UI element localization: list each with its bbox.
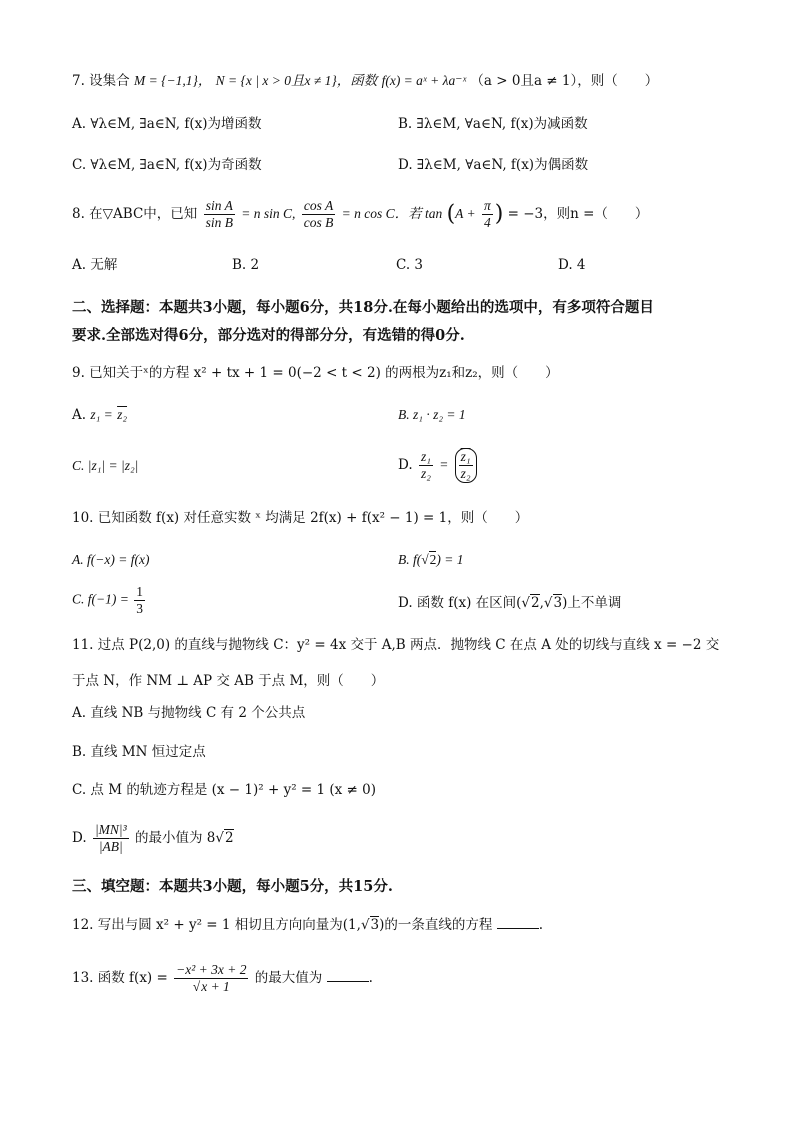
q11-stem-line2: 于点 N，作 NM ⊥ AP 交 AB 于点 M，则（ ）	[72, 673, 385, 689]
section-3-heading: 三、填空题：本题共3小题，每小题5分，共15分.	[72, 878, 393, 895]
q9-stem: 9. 已知关于ˣ的方程 x² + tx + 1 = 0(−2 < t < 2) 的两根为z₁和z₂，则（ ）	[72, 365, 559, 381]
q13-answer-blank[interactable]	[327, 967, 369, 982]
q7-option-b: B. ∃λ∈M, ∀a∈N, f(x)为减函数	[398, 116, 588, 132]
q11-option-d: D. $\frac{\text{|MN|³}}{|AB|}$ 的最小值为 8√2	[72, 822, 234, 854]
q10-option-c: C. f(−1) = $\frac{1}{3}$	[72, 584, 143, 616]
q8-option-d: D. 4	[558, 257, 586, 273]
q10-stem: 10. 已知函数 f(x) 对任意实数 ˣ 均满足 2f(x) + f(x² − 1) = 1，则（ ）	[72, 510, 529, 526]
q7-stem: 7. 设集合 M = {−1,1}， N = {x | x > 0且x ≠ 1}，函数 f(x) = aˣ + λa⁻ˣ （a > 0且a ≠ 1），则（ ）	[72, 73, 659, 89]
q8-option-a: A. 无解	[72, 257, 118, 273]
q9-option-a: A. z₁ = z₂	[72, 407, 128, 423]
q8-option-c: C. 3	[396, 257, 424, 273]
q12-answer-blank[interactable]	[497, 914, 539, 929]
q7-option-d: D. ∃λ∈M, ∀a∈N, f(x)为偶函数	[398, 157, 589, 173]
q11-option-b: B. 直线 MN 恒过定点	[72, 744, 206, 760]
q11-option-a: A. 直线 NB 与抛物线 C 有 2 个公共点	[72, 705, 306, 721]
section-2-heading-line2: 要求.全部选对得6分，部分选对的得部分分，有选错的得0分.	[72, 327, 465, 344]
q11-option-c: C. 点 M 的轨迹方程是 (x − 1)² + y² = 1 (x ≠ 0)	[72, 782, 377, 798]
q10-c-fraction: $\frac{1}{3}$	[136, 584, 143, 616]
q7-option-a: A. ∀λ∈M, ∃a∈N, f(x)为增函数	[72, 116, 262, 132]
q11-d-fraction: $\frac{\text{|MN|³}}{|AB|}$	[94, 822, 127, 854]
q8-stem: 8. 在▽ABC中，已知 $\frac{\text{sin A}}{\text{sin B}}$ = n sin C, $\frac{\text{cos A}}{\text{cos B}}$ = n cos C．若 tan (A + $\frac{\pi}{4}$ ) = −3，则n =（ ）	[72, 198, 649, 230]
q9-option-c: C. |z₁| = |z₂|	[72, 458, 139, 473]
q8-option-b: B. 2	[232, 257, 260, 273]
q10-option-a: A. f(−x) = f(x)	[72, 552, 150, 567]
q9-d-lhs-fraction: $\frac{\text{z₁}}{\text{z₂}}$	[420, 449, 431, 481]
q8-fraction-cos: $\frac{\text{cos A}}{\text{cos B}}$	[303, 198, 334, 230]
q8-fraction-pi: $\frac{\pi}{4}$	[483, 198, 491, 230]
q10-option-d: D. 函数 f(x) 在区间(√2,√3)上不单调	[398, 595, 622, 611]
q7-option-c: C. ∀λ∈M, ∃a∈N, f(x)为奇函数	[72, 157, 262, 173]
q8-fraction-sin: $\frac{\text{sin A}}{\text{sin B}}$	[205, 198, 233, 230]
q13-stem: 13. 函数 f(x) = $\frac{\text{−x² + 3x + 2}}{√x + 1}$ 的最大值为 .	[72, 962, 373, 994]
q11-stem-line1: 11. 过点 P(2,0) 的直线与抛物线 C：y² = 4x 交于 A,B 两点．抛物线 C 在点 A 处的切线与直线 x = −2 交	[72, 637, 720, 653]
q13-fraction: $\frac{\text{−x² + 3x + 2}}{√x + 1}$	[176, 962, 247, 994]
q9-option-b: B. z₁ · z₂ = 1	[398, 407, 466, 422]
section-2-heading-line1: 二、选择题：本题共3小题，每小题6分，共18分.在每小题给出的选项中，有多项符合题目	[72, 299, 654, 316]
q10-option-b: B. f(√2) = 1	[398, 552, 464, 567]
q9-d-rhs-fraction: $\frac{\text{z₁}}{\text{z₂}}$	[455, 448, 477, 483]
q9-option-d: D. $\frac{\text{z₁}}{\text{z₂}}$ = $\frac{\text{z₁}}{\text{z₂}}$	[398, 448, 479, 483]
q12-stem: 12. 写出与圆 x² + y² = 1 相切且方向向量为(1,√3)的一条直线的方程 .	[72, 914, 543, 936]
